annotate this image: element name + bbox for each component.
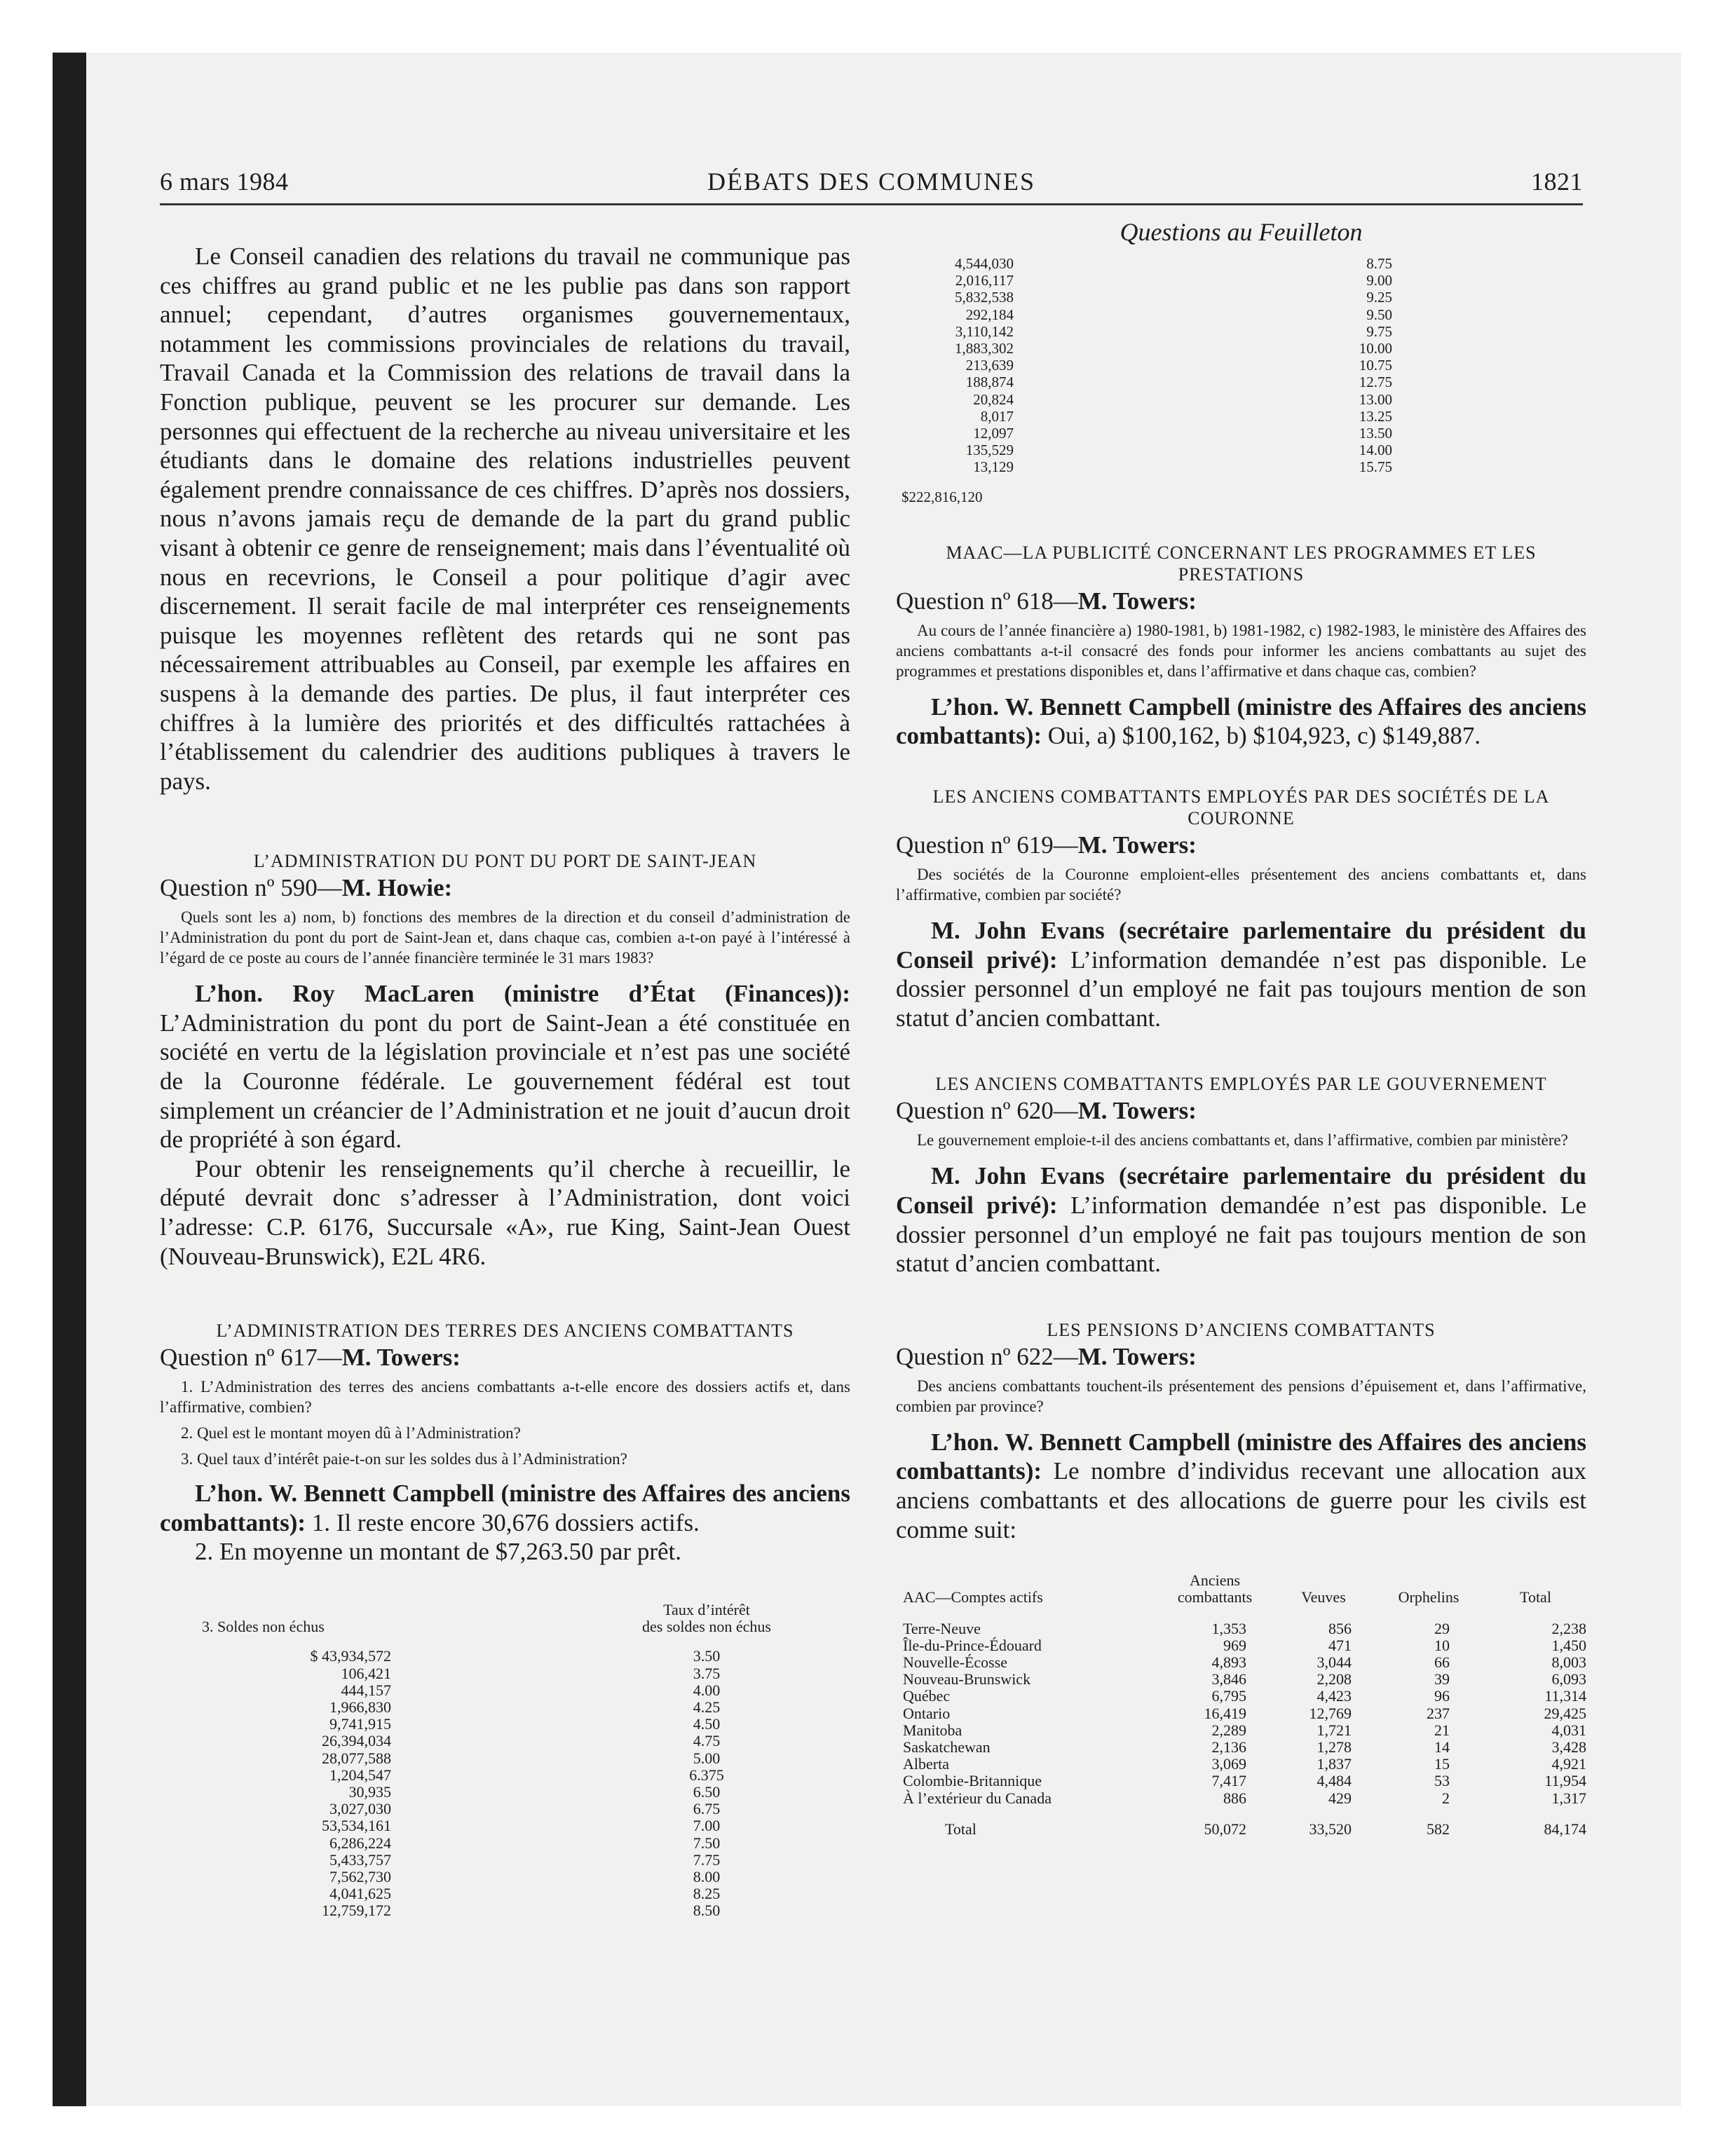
section-heading-q620: LES ANCIENS COMBATTANTS EMPLOYÉS PAR LE GOUVERNEMENT <box>935 1074 1547 1095</box>
table-cell: 2,208 <box>1316 1670 1352 1688</box>
table-row <box>202 1648 847 1665</box>
table-cell: 4.50 <box>693 1715 721 1733</box>
right-column <box>896 217 1586 1838</box>
header-line: Taux d’intérêt <box>663 1601 750 1618</box>
question-line-q619 <box>896 831 1586 860</box>
question-label: Question nº 618— <box>896 587 1078 615</box>
table-cell: 1,317 <box>1551 1789 1586 1807</box>
table-cell: 13.00 <box>1359 390 1392 408</box>
table-cell: 13,129 <box>973 458 1014 476</box>
binding-edge <box>53 53 86 2106</box>
question-member: M. Towers: <box>1077 831 1197 859</box>
table-cell: Ontario <box>903 1704 951 1722</box>
answer-text: L’information demandée n’est pas disponible. Le dossier personnel d’un employé ne fait pas toujours mention de son statut d’ancien combattant. <box>896 946 1587 1032</box>
question-label: Question nº 619— <box>896 831 1078 859</box>
table-cell: 444,157 <box>341 1681 391 1699</box>
table-row <box>903 1688 1586 1705</box>
balances-table <box>202 1602 847 1920</box>
table-cell: 3.75 <box>693 1664 721 1682</box>
table-row <box>903 1705 1586 1722</box>
pensions-header: Anciens combattants <box>1177 1571 1253 1606</box>
table-cell: 1,966,830 <box>329 1698 391 1717</box>
pensions-header: Total <box>1520 1588 1551 1606</box>
question-item-2: 2. Quel est le montant moyen dû à l’Administration? <box>181 1424 521 1442</box>
table-cell: 8.50 <box>693 1902 721 1920</box>
table-cell: 28,077,588 <box>322 1749 391 1767</box>
table-cell: 471 <box>1328 1636 1352 1654</box>
answer-q590 <box>160 979 850 1154</box>
table-cell: Île-du-Prince-Édouard <box>903 1636 1042 1654</box>
answer-q619 <box>896 916 1586 1032</box>
table-row <box>901 391 1532 408</box>
question-line-q617 <box>160 1343 850 1372</box>
answer-q590-cont: Pour obtenir les renseignements qu’il cherche à recueillir, le député devrait donc s’adresser à l’Administration, dont voici l’adresse: C.P. 6176, Succursale «A», rue King, Saint-Jean Ouest (Nouveau-Brunswick), E2L 4R6. <box>160 1154 850 1270</box>
question-label: Question nº 620— <box>896 1097 1078 1125</box>
header-line: des soldes non échus <box>642 1618 771 1636</box>
table-cell: 12,759,172 <box>322 1902 391 1920</box>
table-cell: 1,204,547 <box>329 1766 391 1784</box>
table-row <box>901 408 1532 425</box>
table-cell: 3,110,142 <box>955 322 1014 340</box>
table-cell: 15 <box>1434 1755 1450 1773</box>
balances-table-continued <box>901 255 1532 505</box>
table-row <box>903 1739 1586 1756</box>
table-cell: 1,837 <box>1316 1755 1352 1773</box>
question-member: M. Towers: <box>1077 1342 1197 1370</box>
table-row <box>901 255 1532 272</box>
table-cell: 4,921 <box>1551 1755 1586 1773</box>
question-member: M. Towers: <box>1077 1097 1197 1125</box>
question-label: Question nº 590— <box>160 874 342 902</box>
header-title: DÉBATS DES COMMUNES <box>707 168 1036 196</box>
table-row <box>202 1817 847 1834</box>
question-text-q620: Le gouvernement emploie-t-il des anciens combattants et, dans l’affirmative, combien par ministère? <box>917 1131 1568 1149</box>
table-cell: 6,795 <box>1211 1687 1246 1705</box>
table-cell: 29 <box>1434 1619 1450 1637</box>
total-label: Total <box>945 1820 977 1838</box>
table-cell: 2 <box>1442 1789 1450 1807</box>
pensions-header: Veuves <box>1301 1588 1346 1606</box>
table-cell: 12.75 <box>1359 374 1392 391</box>
table-cell: 12,769 <box>1309 1704 1352 1722</box>
table-cell: Nouveau-Brunswick <box>903 1670 1031 1688</box>
total-cell: 50,072 <box>1204 1820 1246 1838</box>
answer-q618 <box>896 692 1586 751</box>
table-cell: 856 <box>1328 1619 1352 1637</box>
table-cell: 3,846 <box>1211 1670 1246 1688</box>
table-cell: 1,883,302 <box>955 340 1014 357</box>
table-cell: 2,238 <box>1551 1619 1586 1637</box>
table-cell: 188,874 <box>965 374 1014 391</box>
table-cell: 30,935 <box>348 1783 391 1801</box>
table-cell: 5,832,538 <box>955 289 1014 306</box>
table-row <box>202 1750 847 1767</box>
table-cell: 9.00 <box>1366 272 1392 289</box>
section-heading-q590: L’ADMINISTRATION DU PONT DU PORT DE SAINT-JEAN <box>253 851 757 872</box>
table-cell: 96 <box>1434 1687 1450 1705</box>
table-cell: 9.75 <box>1366 322 1392 340</box>
table-cell: 8,003 <box>1551 1653 1586 1671</box>
answer-text: 1. Il reste encore 30,676 dossiers actifs. <box>311 1508 700 1536</box>
table-row <box>901 442 1532 458</box>
answer-q617 <box>160 1479 850 1537</box>
balances-header-col1: 3. Soldes non échus <box>202 1618 325 1636</box>
table-cell: 213,639 <box>965 357 1014 374</box>
table-cell: 4,031 <box>1551 1721 1586 1739</box>
table-cell: 3,428 <box>1551 1738 1586 1756</box>
table-row <box>901 458 1532 475</box>
table-cell: 7,417 <box>1211 1772 1246 1790</box>
balances-body <box>202 1648 847 1919</box>
table-row <box>903 1756 1586 1773</box>
table-cell: $ 43,934,572 <box>310 1647 391 1665</box>
table-row <box>202 1885 847 1902</box>
table-cell: 7.50 <box>693 1834 721 1852</box>
table-cell: 26,394,034 <box>322 1732 391 1750</box>
question-member: M. Howie: <box>341 874 453 902</box>
total-cell: 84,174 <box>1544 1820 1586 1838</box>
table-cell: 39 <box>1434 1670 1450 1688</box>
table-cell: 5.00 <box>693 1749 721 1767</box>
page-number: 1821 <box>1531 168 1583 196</box>
table-row <box>903 1637 1586 1654</box>
header-rule <box>160 203 1583 205</box>
table-cell: 4.00 <box>693 1681 721 1699</box>
question-text-q618: Au cours de l’année financière a) 1980-1981, b) 1981-1982, c) 1982-1983, le ministère des Affaires des anciens combattants a-t-il consacré des fonds pour informer les anciens combattants au sujet des programmes et prestations disponibles et, dans l’affirmative et dans chaque cas, combien? <box>896 621 1586 680</box>
question-item-1: 1. L’Administration des terres des anciens combattants a-t-elle encore des dossiers actifs et, dans l’affirmative, combien? <box>160 1378 850 1417</box>
table-cell: 66 <box>1434 1653 1450 1671</box>
speaker: L’hon. Roy MacLaren (ministre d’État (Finances)): <box>195 980 850 1008</box>
section-heading-q622: LES PENSIONS D’ANCIENS COMBATTANTS <box>1047 1319 1436 1340</box>
balances-header-col2 <box>566 1602 847 1635</box>
table-row <box>202 1869 847 1885</box>
total-cell: 33,520 <box>1309 1820 1352 1838</box>
table-cell: 53,534,161 <box>322 1817 391 1835</box>
table-cell: 6.50 <box>693 1783 721 1801</box>
header-date: 6 mars 1984 <box>160 168 289 196</box>
table-cell: 135,529 <box>965 442 1014 459</box>
table-cell: 21 <box>1434 1721 1450 1739</box>
table-cell: À l’extérieur du Canada <box>903 1789 1052 1807</box>
speaker: L’hon. W. Bennett Campbell (ministre des Affaires des anciens combattants): <box>896 692 1586 750</box>
left-column <box>160 242 850 1920</box>
table-row <box>903 1722 1586 1739</box>
table-row <box>901 323 1532 340</box>
table-cell: 14 <box>1434 1738 1450 1756</box>
table-row <box>903 1621 1586 1637</box>
question-text-q622: Des anciens combattants touchent-ils présentement des pensions d’épuisement et, dans l’affirmative, combien par province? <box>896 1377 1586 1415</box>
question-text-q590: Quels sont les a) nom, b) fonctions des membres de la direction et du conseil d’administration de l’Administration du pont du port de Saint-Jean et, dans chaque cas, combien a-t-on payé à l’intéressé à l’égard de ce poste au cours de l’année financière terminée le 31 mars 1983? <box>160 908 850 967</box>
table-cell: 9,741,915 <box>329 1715 391 1733</box>
table-row <box>202 1716 847 1733</box>
speaker: M. John Evans (secrétaire parlementaire du président du Conseil privé): <box>896 917 1586 974</box>
table-cell: 4,484 <box>1316 1772 1352 1790</box>
table-cell: 4.75 <box>693 1732 721 1750</box>
answer-q617-cont: 2. En moyenne un montant de $7,263.50 par prêt. <box>195 1538 682 1566</box>
table-row <box>202 1733 847 1749</box>
table-cell: 29,425 <box>1544 1704 1586 1722</box>
table-cell: 237 <box>1427 1704 1450 1722</box>
table-cell: 8.00 <box>693 1868 721 1886</box>
table-row <box>903 1773 1586 1789</box>
speaker: L’hon. W. Bennett Campbell (ministre des Affaires des anciens combattants): <box>896 1428 1586 1485</box>
pensions-total-row <box>903 1821 1586 1838</box>
table-cell: 4.25 <box>693 1698 721 1717</box>
table-cell: 292,184 <box>965 306 1014 323</box>
table-cell: 20,824 <box>973 390 1014 408</box>
table-row <box>202 1801 847 1817</box>
table-cell: 4,041,625 <box>329 1885 391 1903</box>
pensions-body <box>903 1621 1586 1807</box>
table-row <box>903 1671 1586 1688</box>
table-cell: 8,017 <box>980 407 1014 425</box>
pensions-header: Orphelins <box>1398 1588 1460 1606</box>
table-cell: 7,562,730 <box>329 1868 391 1886</box>
balances-total: $222,816,120 <box>901 488 983 505</box>
table-cell: 10.75 <box>1359 357 1392 374</box>
table-cell: 10.00 <box>1359 340 1392 357</box>
table-cell: 13.50 <box>1359 425 1392 442</box>
table-cell: 12,097 <box>973 425 1014 442</box>
table-cell: 886 <box>1223 1789 1246 1807</box>
table-cell: 13.25 <box>1359 407 1392 425</box>
table-cell: 1,721 <box>1316 1721 1352 1739</box>
question-line-q620 <box>896 1096 1586 1126</box>
table-cell: 7.75 <box>693 1850 721 1869</box>
table-cell: 6,093 <box>1551 1670 1586 1688</box>
page-header <box>160 167 1583 209</box>
table-cell: 2,289 <box>1211 1721 1246 1739</box>
table-cell: 3,027,030 <box>329 1800 391 1818</box>
table-cell: 16,419 <box>1204 1704 1246 1722</box>
intro-paragraph: Le Conseil canadien des relations du travail ne communique pas ces chiffres au grand public et ne les publie pas dans son rapport annuel; cependant, d’autres organismes gouvernementaux, notamment les commissions provinciales de relations du travail, Travail Canada et la Commission des relations de travail dans la Fonction publique, peuvent se les procurer sur demande. Les personnes qui effectuent de la recherche au niveau universitaire et les étudiants dans le domaine des relations industrielles peuvent également prendre connaissance de ces chiffres. D’après nos dossiers, nous n’avons jamais reçu de demande de la part du grand public visant à obtenir ce genre de renseignement; mais dans l’éventualité où nous en recevrions, le Conseil a pour politique d’agir avec discernement. Il serait facile de mal interpréter ces renseignements puisque les moyennes reflètent des retards qui ne sont pas nécessairement attribuables au Conseil, par exemple les affaires en suspens à la demande des parties. De plus, il faut interpréter ces chiffres à la lumière des priorités et des difficultés rattachées à l’établissement du calendrier des auditions publiques à travers le pays. <box>160 243 850 795</box>
question-line-q590 <box>160 873 850 903</box>
table-cell: 969 <box>1223 1636 1246 1654</box>
table-row <box>903 1654 1586 1671</box>
table-cell: 7.00 <box>693 1817 721 1835</box>
table-cell: 8.75 <box>1366 255 1392 272</box>
table-row <box>901 425 1532 442</box>
answer-text: Le nombre d’individus recevant une allocation aux anciens combattants et des allocations de guerre pour les civils est comme suit: <box>896 1457 1586 1543</box>
table-row <box>901 306 1532 323</box>
section-heading-q619: LES ANCIENS COMBATTANTS EMPLOYÉS PAR DES SOCIÉTÉS DE LA COURONNE <box>932 786 1550 829</box>
table-row <box>901 272 1532 289</box>
table-row <box>901 340 1532 357</box>
table-cell: 1,353 <box>1211 1619 1246 1637</box>
question-line-q622 <box>896 1342 1586 1372</box>
answer-text: Oui, a) $100,162, b) $104,923, c) $149,887. <box>1047 722 1481 750</box>
table-cell: 9.25 <box>1366 289 1392 306</box>
table-row <box>202 1699 847 1716</box>
table-row <box>202 1852 847 1869</box>
pensions-table <box>903 1572 1586 1838</box>
table-cell: 15.75 <box>1359 458 1392 476</box>
table-cell: 9.50 <box>1366 306 1392 323</box>
table-cell: Nouvelle-Écosse <box>903 1653 1008 1671</box>
question-item-3: 3. Quel taux d’intérêt paie-t-on sur les soldes dus à l’Administration? <box>181 1450 627 1468</box>
table-cell: Terre-Neuve <box>903 1619 981 1637</box>
table-row <box>901 374 1532 390</box>
table-cell: Québec <box>903 1687 951 1705</box>
question-text-q619: Des sociétés de la Couronne emploient-elles présentement des anciens combattants et, dans l’affirmative, combien par société? <box>896 866 1586 904</box>
question-line-q618 <box>896 587 1586 616</box>
question-label: Question nº 622— <box>896 1342 1078 1370</box>
table-cell: 4,893 <box>1211 1653 1246 1671</box>
table-cell: 14.00 <box>1359 442 1392 459</box>
table-cell: 106,421 <box>341 1664 391 1682</box>
question-member: M. Towers: <box>1077 587 1197 615</box>
table-cell: 1,450 <box>1551 1636 1586 1654</box>
table-cell: 3.50 <box>693 1647 721 1665</box>
question-label: Question nº 617— <box>160 1344 342 1372</box>
table-cell: 4,423 <box>1316 1687 1352 1705</box>
section-heading-q617: L’ADMINISTRATION DES TERRES DES ANCIENS COMBATTANTS <box>216 1321 794 1342</box>
running-title: Questions au Feuilleton <box>1120 218 1363 246</box>
table-cell: 6.75 <box>693 1800 721 1818</box>
table-cell: 429 <box>1328 1789 1352 1807</box>
table-cell: 2,136 <box>1211 1738 1246 1756</box>
section-heading-q618: MAAC—LA PUBLICITÉ CONCERNANT LES PROGRAMMES ET LES PRESTATIONS <box>946 542 1537 585</box>
table-row <box>903 1790 1586 1807</box>
table-cell: 2,016,117 <box>955 272 1014 289</box>
table-row <box>202 1767 847 1784</box>
table-row <box>202 1784 847 1801</box>
table-row <box>901 357 1532 374</box>
answer-text: L’information demandée n’est pas disponible. Le dossier personnel d’un employé ne fait pas toujours mention de son statut d’ancien combattant. <box>896 1192 1587 1278</box>
table-cell: 6,286,224 <box>329 1834 391 1852</box>
table-cell: 3,069 <box>1211 1755 1246 1773</box>
pensions-header: AAC—Comptes actifs <box>903 1588 1043 1606</box>
continued-body <box>901 255 1532 476</box>
table-cell: 4,544,030 <box>955 255 1014 272</box>
table-cell: 5,433,757 <box>329 1850 391 1869</box>
table-cell: 53 <box>1434 1772 1450 1790</box>
table-row <box>901 289 1532 306</box>
table-cell: Manitoba <box>903 1721 962 1739</box>
answer-q622 <box>896 1428 1586 1544</box>
answer-text: L’Administration du pont du port de Saint-Jean a été constituée en société en vertu de la législation provinciale et n’est pas une société de la Couronne fédérale. Le gouvernement fédéral est tout simplement un créancier de l’Administration et ne jouit d’aucun droit de propriété à son égard. <box>160 1009 850 1154</box>
table-row <box>202 1902 847 1919</box>
table-cell: 8.25 <box>693 1885 721 1903</box>
answer-q620 <box>896 1161 1586 1278</box>
question-member: M. Towers: <box>341 1344 461 1372</box>
table-cell: 11,954 <box>1544 1772 1586 1790</box>
table-cell: Colombie-Britannique <box>903 1772 1042 1790</box>
speaker: L’hon. W. Bennett Campbell (ministre des Affaires des anciens combattants): <box>160 1480 850 1536</box>
speaker: M. John Evans (secrétaire parlementaire du président du Conseil privé): <box>896 1162 1586 1219</box>
table-cell: 10 <box>1434 1636 1450 1654</box>
table-row <box>202 1682 847 1699</box>
table-cell: 6.375 <box>689 1766 724 1784</box>
table-cell: 3,044 <box>1316 1653 1352 1671</box>
table-row <box>202 1665 847 1682</box>
table-cell: 1,278 <box>1316 1738 1352 1756</box>
table-cell: Saskatchewan <box>903 1738 991 1756</box>
table-cell: 11,314 <box>1544 1687 1586 1705</box>
table-row <box>202 1835 847 1852</box>
table-cell: Alberta <box>903 1755 949 1773</box>
total-cell: 582 <box>1427 1820 1450 1838</box>
